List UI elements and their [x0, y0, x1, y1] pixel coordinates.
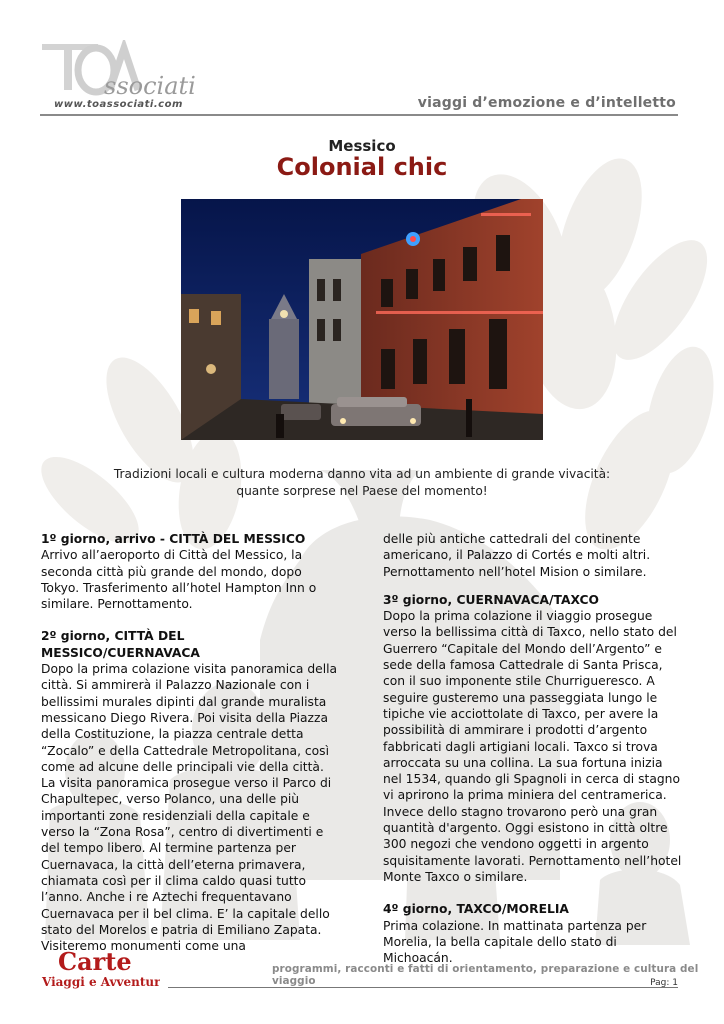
footer-divider — [168, 987, 678, 988]
carte-logo-bottom: Viaggi e Avventure — [42, 975, 160, 989]
day-2-body: Dopo la prima colazione visita panoramica della città. Si ammirerà il Palazzo Nazionale con i bellissimi murales dipinti dal grande muralista messicano Diego Rivera. Poi visita della Piazza della Costituzione, la piazza centrale detta “Zocalo” e della Cattedrale Metropolitana, così come ad alcune delle principali vie della città. La visita panoramica prosegue verso il Parco di Chapultepec, verso Polanco, una delle più importanti zone residenziali della capitale e verso la “Zona Rosa”, centro di divertimenti e del tempo libero. Al termine partenza per Cuernavaca, la città dell’eterna primavera, chiamata così per il clima caldo quasi tutto l’anno. Anche i re Aztechi frequentavano Cuernavaca per il bel clima. E’ la capitale dello stato del Morelos e patria di Emiliano Zapata. Visiteremo monumenti come una — [41, 662, 338, 954]
carte-logo[interactable] — [40, 948, 160, 990]
column-right — [383, 531, 683, 966]
header-divider — [40, 114, 678, 116]
day-1-heading: 1º giorno, arrivo - CITTÀ DEL MESSICO — [41, 532, 306, 546]
day-3-heading: 3º giorno, CUERNAVACA/TAXCO — [383, 592, 600, 607]
day-4-heading: 4º giorno, TAXCO/MORELIA — [383, 902, 569, 917]
column-left — [41, 531, 341, 954]
page-number: Pag: 1 — [650, 978, 678, 988]
caption-line-1: Tradizioni locali e cultura moderna danno vita ad un ambiente di grande vivacità: — [113, 467, 611, 481]
day-2-heading: 2º giorno, CITTÀ DEL MESSICO/CUERNAVACA — [41, 629, 200, 660]
country-title: Messico — [328, 137, 396, 155]
photo-caption — [100, 466, 624, 500]
logo-word: ssociati — [104, 72, 196, 100]
day-4-body: Prima colazione. In mattinata partenza per Morelia, la bella capitale dello stato di Michoacán. — [383, 918, 647, 966]
footer-tagline: programmi, racconti e fatti di orientamento, preparazione e cultura del viaggio — [272, 963, 699, 987]
day-1-body: Arrivo all’aeroporto di Città del Messico, la seconda città più grande del mondo, dopo Tokyo. Trasferimento all’hotel Hampton Inn o similare. Pernottamento. — [41, 548, 317, 612]
day-3-body: Dopo la prima colazione il viaggio prosegue verso la bellissima città di Taxco, nello stato del Guerrero “Capitale del Mondo dell’Argento” e sede della famosa Cattedrale di Santa Prisca, con il suo imponente stile Churrigueresco. A seguire gusteremo una passeggiata lungo le tipiche vie acciottolate di Taxco, per avere la possibilità di ammirare i prodotti d’argento fabbricati dagli artigiani locali. Taxco si trova arroccata su una collina. La sua fortuna inizia nel 1534, quando gli Spagnoli in cerca di stagno vi aprirono la prima miniera del centramerica. Invece dello stagno trovarono però una gran quantità d'argento. Oggi esistono in città oltre 300 negozi che vendono oggetti in argento squisitamente lavorati. Pernottamento nell’hotel Monte Taxco o similare. — [383, 609, 682, 884]
day-2-body-continued: delle più antiche cattedrali del continente americano, il Palazzo di Cortés e molti altri. Pernottamento nell’hotel Mision o similare. — [383, 532, 651, 579]
carte-logo-top: Carte — [58, 948, 132, 976]
logo-url[interactable]: www.toassociati.com — [54, 99, 183, 110]
header-tagline: viaggi d’emozione e d’intelletto — [417, 95, 676, 111]
colonial-street-photo — [181, 199, 543, 440]
page-title: Colonial chic — [276, 153, 448, 181]
carte-logo-icon — [40, 948, 160, 990]
caption-line-2: quante sorprese nel Paese del momento! — [236, 484, 488, 498]
